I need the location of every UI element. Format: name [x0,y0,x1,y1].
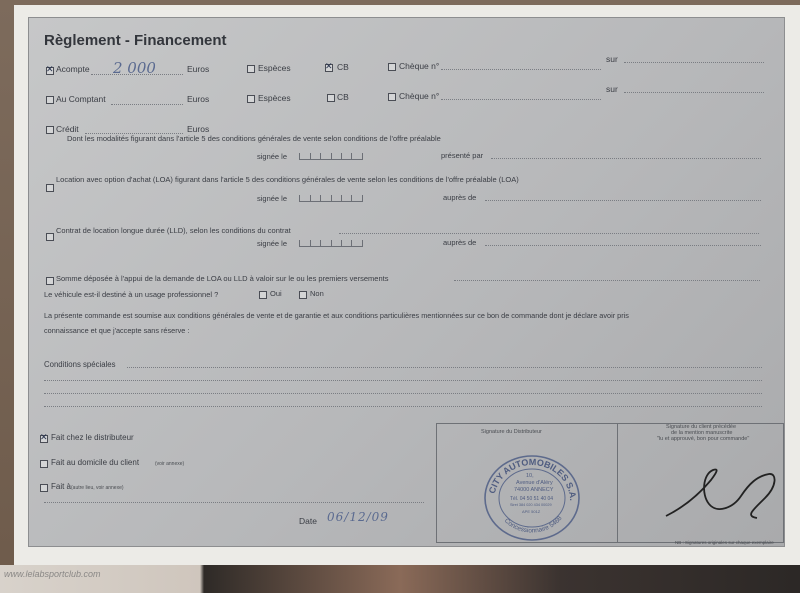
stamp-bottom-text: Concessionnaire 5468 [502,515,564,535]
stamp-line5: Siret 384 020 434 00029 [510,503,552,507]
nb-signature-note: NB : Signatures originales sur chaque exemplaire [675,540,774,545]
credit-checkbox[interactable] [46,126,54,134]
acompte-especes-label: Espèces [258,63,291,73]
acompte-cheque-checkbox[interactable] [388,63,396,71]
acompte-cheque-label: Chèque n° [399,61,440,71]
comptant-cheque-label: Chèque n° [399,91,440,101]
stamp-line3: 74000 ANNECY [514,487,554,493]
lld-signe-label: signée le [257,239,288,248]
credit-conditions-text: Dont les modalités figurant dans l'article 5 des conditions générales de vente selon conditions de l'offre préalable [67,134,441,143]
desk-bottom-strip [0,565,800,593]
stamp-line2: Avenue d'Aléry [516,480,553,486]
credit-date-boxes[interactable] [299,153,363,160]
loa-text: Location avec option d'achat (LOA) figurant dans l'article 5 des conditions générales de vente selon les conditions de l'offre préalable (LOA) [56,175,519,184]
lld-date-boxes[interactable] [299,240,363,247]
stamp-line1: 10, [526,473,534,479]
lld-aupres-label: auprès de [443,238,477,247]
usage-non-label: Non [310,289,324,298]
stamp-company-name: CITY AUTOMOBILES S.A. [486,456,579,502]
loa-aupres-line[interactable] [485,200,761,201]
loa-signe-label: signée le [257,194,288,203]
credit-euros: Euros [187,124,210,134]
acompte-sur-line[interactable] [624,62,764,63]
usage-question: Le véhicule est-il destiné à un usage professionnel ? [44,290,219,299]
comptant-cheque-line[interactable] [441,99,601,100]
fait-a-label: Fait à [51,482,72,491]
conditions-line-1[interactable] [127,367,762,368]
form-title: Règlement - Financement [44,32,227,49]
credit-presente-line[interactable] [491,158,761,159]
acompte-checkbox[interactable] [46,67,54,75]
date-value[interactable]: 06/12/09 [327,510,389,524]
commande-text-line2: connaissance et que j'accepte sans réserve : [44,326,190,335]
credit-signe-label: signée le [257,152,288,161]
loa-checkbox[interactable] [46,184,54,192]
comptant-sur-line[interactable] [624,92,764,93]
credit-label: Crédit [56,124,79,134]
comptant-amount-line[interactable] [111,104,183,105]
client-signature-label-1: Signature du client précédée [666,424,737,430]
usage-oui-label: Oui [270,289,282,298]
comptant-especes-label: Espèces [258,93,291,103]
acompte-cheque-line[interactable] [441,69,601,70]
lld-text: Contrat de location longue durée (LLD), selon les conditions du contrat [56,226,291,235]
commande-text-line1: La présente commande est soumise aux conditions générales de vente et de garantie et aux conditions particulières mentionnées sur ce bon de commande dont je déclare avoir pris [44,311,629,320]
credit-presente-label: présenté par [441,151,484,160]
acompte-cb-label: CB [337,62,349,72]
client-signature-label-3: "lu et approuvé, bon pour commande" [657,436,750,442]
acompte-cb-checkbox[interactable] [325,64,333,72]
acompte-especes-checkbox[interactable] [247,65,255,73]
lld-checkbox[interactable] [46,233,54,241]
conditions-speciales-label: Conditions spéciales [44,360,116,369]
client-signature-label-2: de la mention manuscrite [671,430,733,436]
fait-domicile-note: (voir annexe) [155,461,185,467]
stamp-line6: APE 501Z [522,509,541,514]
date-label: Date [299,516,317,526]
comptant-euros: Euros [187,94,210,104]
somme-checkbox[interactable] [46,277,54,285]
distributor-signature-label: Signature du Distributeur [481,429,542,435]
loa-date-boxes[interactable] [299,195,363,202]
financing-form [28,17,785,547]
fait-domicile-label: Fait au domicile du client [51,458,140,467]
lld-contract-line[interactable] [339,233,759,234]
conditions-line-3[interactable] [44,393,762,394]
fait-a-checkbox[interactable] [40,484,48,492]
usage-oui-checkbox[interactable] [259,291,267,299]
acompte-euros: Euros [187,64,210,74]
company-stamp [482,453,582,543]
conditions-line-2[interactable] [44,380,762,381]
stamp-line4: Tél. 04 50 51 40 04 [510,496,554,502]
conditions-line-4[interactable] [44,406,762,407]
somme-text: Somme déposée à l'appui de la demande de LOA ou LLD à valoir sur le ou les premiers versements [56,274,389,283]
fait-chez-checkbox[interactable] [40,435,48,443]
acompte-amount[interactable]: 2 000 [113,59,156,77]
somme-line[interactable] [454,280,760,281]
background-url-text: www.lelabsportclub.com [4,569,101,579]
fait-domicile-checkbox[interactable] [40,460,48,468]
fait-a-note: (autre lieu, voir annexe) [71,485,124,491]
loa-aupres-label: auprès de [443,193,477,202]
client-signature-scribble [661,458,781,528]
acompte-label: Acompte [56,64,90,74]
comptant-cheque-checkbox[interactable] [388,93,396,101]
comptant-especes-checkbox[interactable] [247,95,255,103]
comptant-checkbox[interactable] [46,96,54,104]
fait-a-line[interactable] [44,502,424,503]
comptant-cb-checkbox[interactable] [327,94,335,102]
fait-chez-label: Fait chez le distributeur [51,433,134,442]
acompte-sur-label: sur [606,54,618,64]
usage-non-checkbox[interactable] [299,291,307,299]
lld-aupres-line[interactable] [485,245,761,246]
comptant-label: Au Comptant [56,94,106,104]
comptant-sur-label: sur [606,84,618,94]
comptant-cb-label: CB [337,92,349,102]
